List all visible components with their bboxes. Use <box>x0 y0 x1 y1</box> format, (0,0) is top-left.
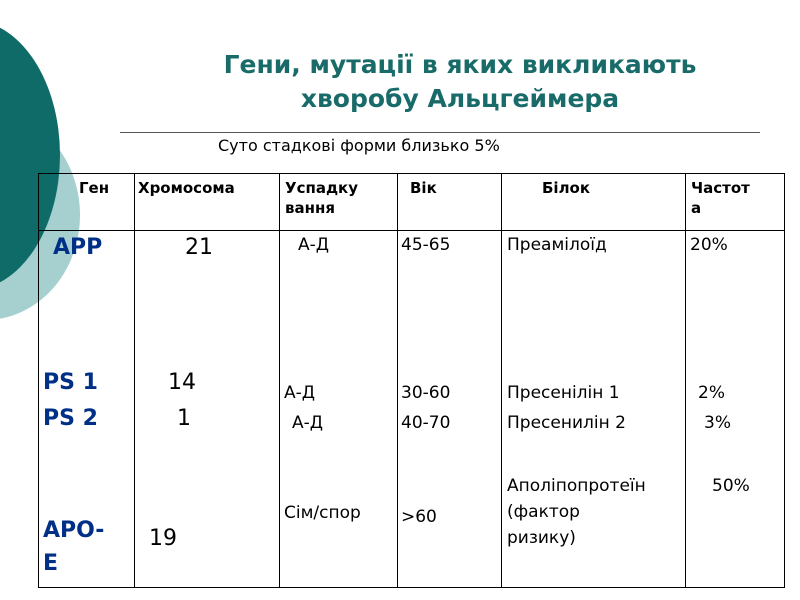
slide-title-line-1: Гени, мутації в яких викликають <box>223 50 697 79</box>
age-ps1: 30-60 <box>401 383 451 403</box>
inheritance-ps1: А-Д <box>284 383 316 403</box>
age-app: 45-65 <box>401 235 451 255</box>
inheritance-ps2: А-Д <box>292 413 324 433</box>
protein-apoe-line-3: ризику) <box>507 528 576 548</box>
header-chromosome <box>135 174 280 231</box>
header-age <box>398 174 502 231</box>
gene-ps2: PS 2 <box>43 406 98 431</box>
chromosome-app: 21 <box>185 235 213 260</box>
inheritance-apoe: Сім/спор <box>284 503 361 523</box>
age-ps2: 40-70 <box>401 413 451 433</box>
protein-ps2: Пресенилін 2 <box>507 413 626 433</box>
gene-apoe-line-2: E <box>43 551 59 576</box>
chromosome-ps1: 14 <box>168 370 196 395</box>
frequency-app: 20% <box>690 235 728 255</box>
protein-column <box>502 231 686 588</box>
inheritance-app: А-Д <box>298 235 330 255</box>
chromosome-ps2: 1 <box>177 406 191 431</box>
slide-subtitle: Суто стадкові форми близько 5% <box>218 136 500 155</box>
inheritance-column <box>280 231 398 588</box>
genes-table <box>38 173 785 588</box>
header-protein-label: Білок <box>542 179 591 197</box>
header-inheritance-label <box>285 178 393 218</box>
gene-ps1: PS 1 <box>43 370 98 395</box>
header-gene-label: Ген <box>79 179 110 197</box>
age-apoe: >60 <box>401 507 437 527</box>
protein-ps1: Пресенілін 1 <box>507 383 620 403</box>
header-frequency <box>686 174 785 231</box>
header-gene <box>39 174 135 231</box>
gene-apoe-line-1: APO- <box>43 518 105 543</box>
protein-apoe-line-2: (фактор <box>507 502 580 522</box>
header-inheritance-line-1: Успадку <box>285 179 359 197</box>
chromosome-apoe: 19 <box>149 526 177 551</box>
table-header-row <box>39 174 785 231</box>
header-frequency-line-2: а <box>691 199 702 217</box>
frequency-column <box>686 231 785 588</box>
frequency-ps2: 3% <box>704 413 731 433</box>
header-protein <box>502 174 686 231</box>
protein-app: Преамілоїд <box>507 235 607 255</box>
chromosome-column <box>135 231 280 588</box>
header-inheritance-line-2: вання <box>285 199 335 217</box>
protein-apoe-line-1: Аполіпопротеїн <box>507 476 646 496</box>
age-column <box>398 231 502 588</box>
frequency-apoe: 50% <box>712 476 750 496</box>
title-divider <box>120 132 760 133</box>
slide-title-line-2: хворобу Альцгеймера <box>300 84 620 113</box>
table-body-row <box>39 231 785 588</box>
gene-column <box>39 231 135 588</box>
slide-title <box>160 48 760 116</box>
gene-app: APP <box>53 235 103 260</box>
header-frequency-label <box>691 178 780 218</box>
header-chromosome-label: Хромосома <box>138 179 235 197</box>
header-frequency-line-1: Частот <box>691 179 750 197</box>
header-age-label: Вік <box>410 179 437 197</box>
frequency-ps1: 2% <box>698 383 725 403</box>
header-inheritance <box>280 174 398 231</box>
